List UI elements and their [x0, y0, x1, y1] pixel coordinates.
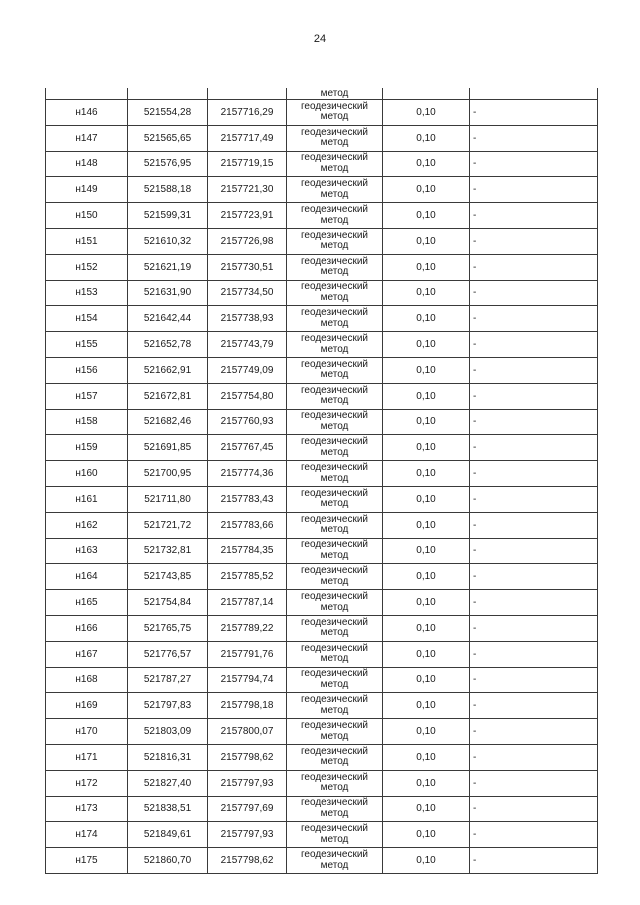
note-cell: -: [470, 461, 598, 487]
x-coordinate-cell: 521588,18: [128, 177, 208, 203]
page-number: 24: [313, 33, 327, 45]
x-coordinate-cell: 521682,46: [128, 409, 208, 435]
method-line2: метод: [320, 291, 349, 303]
x-coordinate-cell: 521700,95: [128, 461, 208, 487]
method-line2: метод: [320, 214, 349, 226]
accuracy-cell: 0,10: [383, 641, 470, 667]
table-row: [46, 538, 598, 564]
point-cell: н162: [46, 512, 128, 538]
method-line2: метод: [320, 266, 349, 278]
y-coordinate-cell: 2157783,43: [208, 486, 287, 512]
method-line1: геодезический: [301, 745, 368, 757]
method-cell: [287, 228, 383, 254]
method-line2: метод: [320, 188, 349, 200]
method-cell: [287, 770, 383, 796]
note-cell: -: [470, 306, 598, 332]
method-line2: метод: [320, 601, 349, 613]
point-cell: н174: [46, 822, 128, 848]
point-cell: н169: [46, 693, 128, 719]
note-cell: -: [470, 332, 598, 358]
accuracy-cell: 0,10: [383, 796, 470, 822]
accuracy-cell: 0,10: [383, 100, 470, 126]
method-line2: метод: [320, 472, 349, 484]
y-coordinate-cell: 2157797,69: [208, 796, 287, 822]
method-line1: геодезический: [301, 333, 368, 345]
y-coordinate-cell: 2157791,76: [208, 641, 287, 667]
note-cell: -: [470, 744, 598, 770]
table-row: [46, 512, 598, 538]
accuracy-cell: 0,10: [383, 280, 470, 306]
point-cell: н168: [46, 667, 128, 693]
point-cell: н148: [46, 151, 128, 177]
x-coordinate-cell: 521672,81: [128, 383, 208, 409]
x-coordinate-cell: 521732,81: [128, 538, 208, 564]
method-line1: геодезический: [301, 358, 368, 370]
method-line2: метод: [320, 678, 349, 690]
continued-x-cell: [128, 88, 208, 100]
table-row: [46, 409, 598, 435]
method-line1: геодезический: [301, 849, 368, 860]
coordinates-table: [45, 88, 598, 874]
point-cell: н167: [46, 641, 128, 667]
note-cell: -: [470, 357, 598, 383]
method-cell: [287, 744, 383, 770]
x-coordinate-cell: 521652,78: [128, 332, 208, 358]
method-line1: геодезический: [301, 152, 368, 164]
note-cell: -: [470, 564, 598, 590]
note-cell: -: [470, 125, 598, 151]
point-cell: н173: [46, 796, 128, 822]
method-line1: геодезический: [301, 616, 368, 628]
point-cell: н154: [46, 306, 128, 332]
x-coordinate-cell: 521599,31: [128, 203, 208, 229]
point-cell: н151: [46, 228, 128, 254]
point-cell: н175: [46, 848, 128, 874]
method-line1: геодезический: [301, 823, 368, 835]
x-coordinate-cell: 521849,61: [128, 822, 208, 848]
table-row: [46, 254, 598, 280]
method-cell: [287, 590, 383, 616]
accuracy-cell: 0,10: [383, 435, 470, 461]
method-cell: [287, 151, 383, 177]
y-coordinate-cell: 2157723,91: [208, 203, 287, 229]
point-cell: н170: [46, 719, 128, 745]
accuracy-cell: 0,10: [383, 203, 470, 229]
method-line2: метод: [320, 343, 349, 355]
y-coordinate-cell: 2157721,30: [208, 177, 287, 203]
accuracy-cell: 0,10: [383, 151, 470, 177]
point-cell: н161: [46, 486, 128, 512]
accuracy-cell: 0,10: [383, 590, 470, 616]
accuracy-cell: 0,10: [383, 822, 470, 848]
table-row: [46, 177, 598, 203]
x-coordinate-cell: 521797,83: [128, 693, 208, 719]
method-line2: метод: [320, 859, 349, 871]
table-row: [46, 203, 598, 229]
method-line2: метод: [320, 575, 349, 587]
accuracy-cell: 0,10: [383, 383, 470, 409]
table-row: [46, 383, 598, 409]
accuracy-cell: 0,10: [383, 667, 470, 693]
point-cell: н160: [46, 461, 128, 487]
method-cell: [287, 796, 383, 822]
method-cell: [287, 822, 383, 848]
note-cell: -: [470, 151, 598, 177]
method-line1: геодезический: [301, 126, 368, 138]
method-cell: [287, 125, 383, 151]
method-cell: [287, 615, 383, 641]
method-cell: [287, 512, 383, 538]
method-line1: геодезический: [301, 720, 368, 732]
y-coordinate-cell: 2157774,36: [208, 461, 287, 487]
accuracy-cell: 0,10: [383, 538, 470, 564]
table-row: [46, 822, 598, 848]
table-row-continued: [46, 88, 598, 100]
y-coordinate-cell: 2157767,45: [208, 435, 287, 461]
coordinates-table-body: [46, 88, 598, 873]
y-coordinate-cell: 2157754,80: [208, 383, 287, 409]
point-cell: н155: [46, 332, 128, 358]
method-line2: метод: [320, 395, 349, 407]
table-row: [46, 667, 598, 693]
accuracy-cell: 0,10: [383, 357, 470, 383]
x-coordinate-cell: 521691,85: [128, 435, 208, 461]
table-row: [46, 744, 598, 770]
table-row: [46, 228, 598, 254]
note-cell: -: [470, 435, 598, 461]
y-coordinate-cell: 2157730,51: [208, 254, 287, 280]
y-coordinate-cell: 2157798,62: [208, 744, 287, 770]
note-cell: -: [470, 228, 598, 254]
method-line1: геодезический: [301, 513, 368, 525]
point-cell: н149: [46, 177, 128, 203]
point-cell: н171: [46, 744, 128, 770]
y-coordinate-cell: 2157798,62: [208, 848, 287, 874]
method-line1: геодезический: [301, 565, 368, 577]
accuracy-cell: 0,10: [383, 306, 470, 332]
method-line1: геодезический: [301, 410, 368, 422]
method-cell: [287, 667, 383, 693]
x-coordinate-cell: 521631,90: [128, 280, 208, 306]
table-row: [46, 848, 598, 874]
point-cell: н166: [46, 615, 128, 641]
method-line1: геодезический: [301, 204, 368, 216]
accuracy-cell: 0,10: [383, 615, 470, 641]
table-row: [46, 306, 598, 332]
accuracy-cell: 0,10: [383, 744, 470, 770]
y-coordinate-cell: 2157798,18: [208, 693, 287, 719]
method-line2: метод: [320, 833, 349, 845]
method-line1: геодезический: [301, 281, 368, 293]
method-line1: геодезический: [301, 229, 368, 241]
method-cell: [287, 693, 383, 719]
y-coordinate-cell: 2157789,22: [208, 615, 287, 641]
x-coordinate-cell: 521803,09: [128, 719, 208, 745]
y-coordinate-cell: 2157797,93: [208, 822, 287, 848]
table-row: [46, 280, 598, 306]
note-cell: -: [470, 719, 598, 745]
note-cell: -: [470, 486, 598, 512]
accuracy-cell: 0,10: [383, 177, 470, 203]
y-coordinate-cell: 2157783,66: [208, 512, 287, 538]
x-coordinate-cell: 521711,80: [128, 486, 208, 512]
note-cell: -: [470, 280, 598, 306]
accuracy-cell: 0,10: [383, 228, 470, 254]
y-coordinate-cell: 2157743,79: [208, 332, 287, 358]
method-line1: геодезический: [301, 436, 368, 448]
x-coordinate-cell: 521860,70: [128, 848, 208, 874]
method-line2: метод: [320, 807, 349, 819]
method-line2: метод: [320, 446, 349, 458]
x-coordinate-cell: 521838,51: [128, 796, 208, 822]
method-cell: [287, 203, 383, 229]
method-line1: геодезический: [301, 694, 368, 706]
table-row: [46, 590, 598, 616]
x-coordinate-cell: 521754,84: [128, 590, 208, 616]
table-row: [46, 796, 598, 822]
method-line2: метод: [320, 549, 349, 561]
method-line1: геодезический: [301, 384, 368, 396]
point-cell: н147: [46, 125, 128, 151]
note-cell: -: [470, 409, 598, 435]
method-line2: метод: [320, 653, 349, 665]
x-coordinate-cell: 521642,44: [128, 306, 208, 332]
table-row: [46, 486, 598, 512]
accuracy-cell: 0,10: [383, 693, 470, 719]
note-cell: -: [470, 693, 598, 719]
method-cell: [287, 383, 383, 409]
method-line2: метод: [320, 524, 349, 536]
method-cell: [287, 719, 383, 745]
note-cell: -: [470, 177, 598, 203]
method-line1: геодезический: [301, 307, 368, 319]
note-cell: -: [470, 538, 598, 564]
method-cell: [287, 100, 383, 126]
point-cell: н172: [46, 770, 128, 796]
table-row: [46, 357, 598, 383]
y-coordinate-cell: 2157794,74: [208, 667, 287, 693]
table-row: [46, 615, 598, 641]
note-cell: -: [470, 100, 598, 126]
continued-accuracy-cell: [383, 88, 470, 100]
y-coordinate-cell: 2157800,07: [208, 719, 287, 745]
table-row: [46, 461, 598, 487]
note-cell: -: [470, 770, 598, 796]
accuracy-cell: 0,10: [383, 125, 470, 151]
x-coordinate-cell: 521721,72: [128, 512, 208, 538]
method-line2: метод: [320, 369, 349, 381]
method-line1: геодезический: [301, 797, 368, 809]
method-cell: [287, 280, 383, 306]
table-row: [46, 332, 598, 358]
method-cell: [287, 538, 383, 564]
point-cell: н165: [46, 590, 128, 616]
table-row: [46, 435, 598, 461]
y-coordinate-cell: 2157716,29: [208, 100, 287, 126]
x-coordinate-cell: 521816,31: [128, 744, 208, 770]
note-cell: -: [470, 615, 598, 641]
method-cell: [287, 641, 383, 667]
point-cell: н158: [46, 409, 128, 435]
y-coordinate-cell: 2157785,52: [208, 564, 287, 590]
note-cell: -: [470, 796, 598, 822]
table-row: [46, 719, 598, 745]
accuracy-cell: 0,10: [383, 512, 470, 538]
method-cell: [287, 461, 383, 487]
accuracy-cell: 0,10: [383, 409, 470, 435]
method-cell: [287, 435, 383, 461]
method-line1: геодезический: [301, 178, 368, 190]
method-line1: геодезический: [301, 668, 368, 680]
x-coordinate-cell: 521827,40: [128, 770, 208, 796]
x-coordinate-cell: 521565,65: [128, 125, 208, 151]
note-cell: -: [470, 203, 598, 229]
point-cell: н163: [46, 538, 128, 564]
accuracy-cell: 0,10: [383, 254, 470, 280]
table-row: [46, 151, 598, 177]
accuracy-cell: 0,10: [383, 564, 470, 590]
accuracy-cell: 0,10: [383, 486, 470, 512]
method-line2: метод: [320, 137, 349, 149]
method-line1: геодезический: [301, 100, 368, 112]
method-line2: метод: [320, 420, 349, 432]
method-line2: метод: [320, 111, 349, 123]
method-line2: метод: [320, 162, 349, 174]
note-cell: -: [470, 848, 598, 874]
continued-note-cell: [470, 88, 598, 100]
method-line1: геодезический: [301, 539, 368, 551]
note-cell: -: [470, 254, 598, 280]
table-row: [46, 693, 598, 719]
x-coordinate-cell: 521765,75: [128, 615, 208, 641]
table-row: [46, 125, 598, 151]
method-cell: [287, 564, 383, 590]
continued-method-cell: метод: [287, 88, 383, 100]
y-coordinate-cell: 2157760,93: [208, 409, 287, 435]
point-cell: н157: [46, 383, 128, 409]
point-cell: н146: [46, 100, 128, 126]
method-line1: геодезический: [301, 642, 368, 654]
table-row: [46, 564, 598, 590]
x-coordinate-cell: 521662,91: [128, 357, 208, 383]
accuracy-cell: 0,10: [383, 848, 470, 874]
y-coordinate-cell: 2157787,14: [208, 590, 287, 616]
x-coordinate-cell: 521787,27: [128, 667, 208, 693]
method-cell: [287, 848, 383, 874]
method-line2: метод: [320, 627, 349, 639]
point-cell: н150: [46, 203, 128, 229]
x-coordinate-cell: 521554,28: [128, 100, 208, 126]
method-line2: метод: [320, 498, 349, 510]
accuracy-cell: 0,10: [383, 461, 470, 487]
x-coordinate-cell: 521776,57: [128, 641, 208, 667]
method-cell: [287, 332, 383, 358]
continued-y-cell: [208, 88, 287, 100]
y-coordinate-cell: 2157726,98: [208, 228, 287, 254]
y-coordinate-cell: 2157719,15: [208, 151, 287, 177]
y-coordinate-cell: 2157784,35: [208, 538, 287, 564]
method-cell: [287, 357, 383, 383]
method-line1: геодезический: [301, 462, 368, 474]
note-cell: -: [470, 383, 598, 409]
method-line2: метод: [320, 317, 349, 329]
note-cell: -: [470, 512, 598, 538]
table-row: [46, 100, 598, 126]
method-cell: [287, 409, 383, 435]
x-coordinate-cell: 521610,32: [128, 228, 208, 254]
method-cell: [287, 254, 383, 280]
continued-point-cell: [46, 88, 128, 100]
method-cell: [287, 306, 383, 332]
point-cell: н153: [46, 280, 128, 306]
x-coordinate-cell: 521621,19: [128, 254, 208, 280]
y-coordinate-cell: 2157738,93: [208, 306, 287, 332]
point-cell: н156: [46, 357, 128, 383]
method-line1: геодезический: [301, 255, 368, 267]
method-cell: [287, 177, 383, 203]
table-row: [46, 641, 598, 667]
y-coordinate-cell: 2157797,93: [208, 770, 287, 796]
note-cell: -: [470, 667, 598, 693]
y-coordinate-cell: 2157717,49: [208, 125, 287, 151]
y-coordinate-cell: 2157749,09: [208, 357, 287, 383]
point-cell: н152: [46, 254, 128, 280]
note-cell: -: [470, 822, 598, 848]
method-line2: метод: [320, 782, 349, 794]
x-coordinate-cell: 521743,85: [128, 564, 208, 590]
method-line1: геодезический: [301, 591, 368, 603]
x-coordinate-cell: 521576,95: [128, 151, 208, 177]
method-line1: геодезический: [301, 487, 368, 499]
accuracy-cell: 0,10: [383, 719, 470, 745]
y-coordinate-cell: 2157734,50: [208, 280, 287, 306]
accuracy-cell: 0,10: [383, 770, 470, 796]
accuracy-cell: 0,10: [383, 332, 470, 358]
method-line2: метод: [320, 730, 349, 742]
point-cell: н164: [46, 564, 128, 590]
point-cell: н159: [46, 435, 128, 461]
method-line1: геодезический: [301, 771, 368, 783]
method-line2: метод: [320, 240, 349, 252]
note-cell: -: [470, 641, 598, 667]
method-cell: [287, 486, 383, 512]
note-cell: -: [470, 590, 598, 616]
method-line2: метод: [320, 756, 349, 768]
method-line2: метод: [320, 704, 349, 716]
table-row: [46, 770, 598, 796]
